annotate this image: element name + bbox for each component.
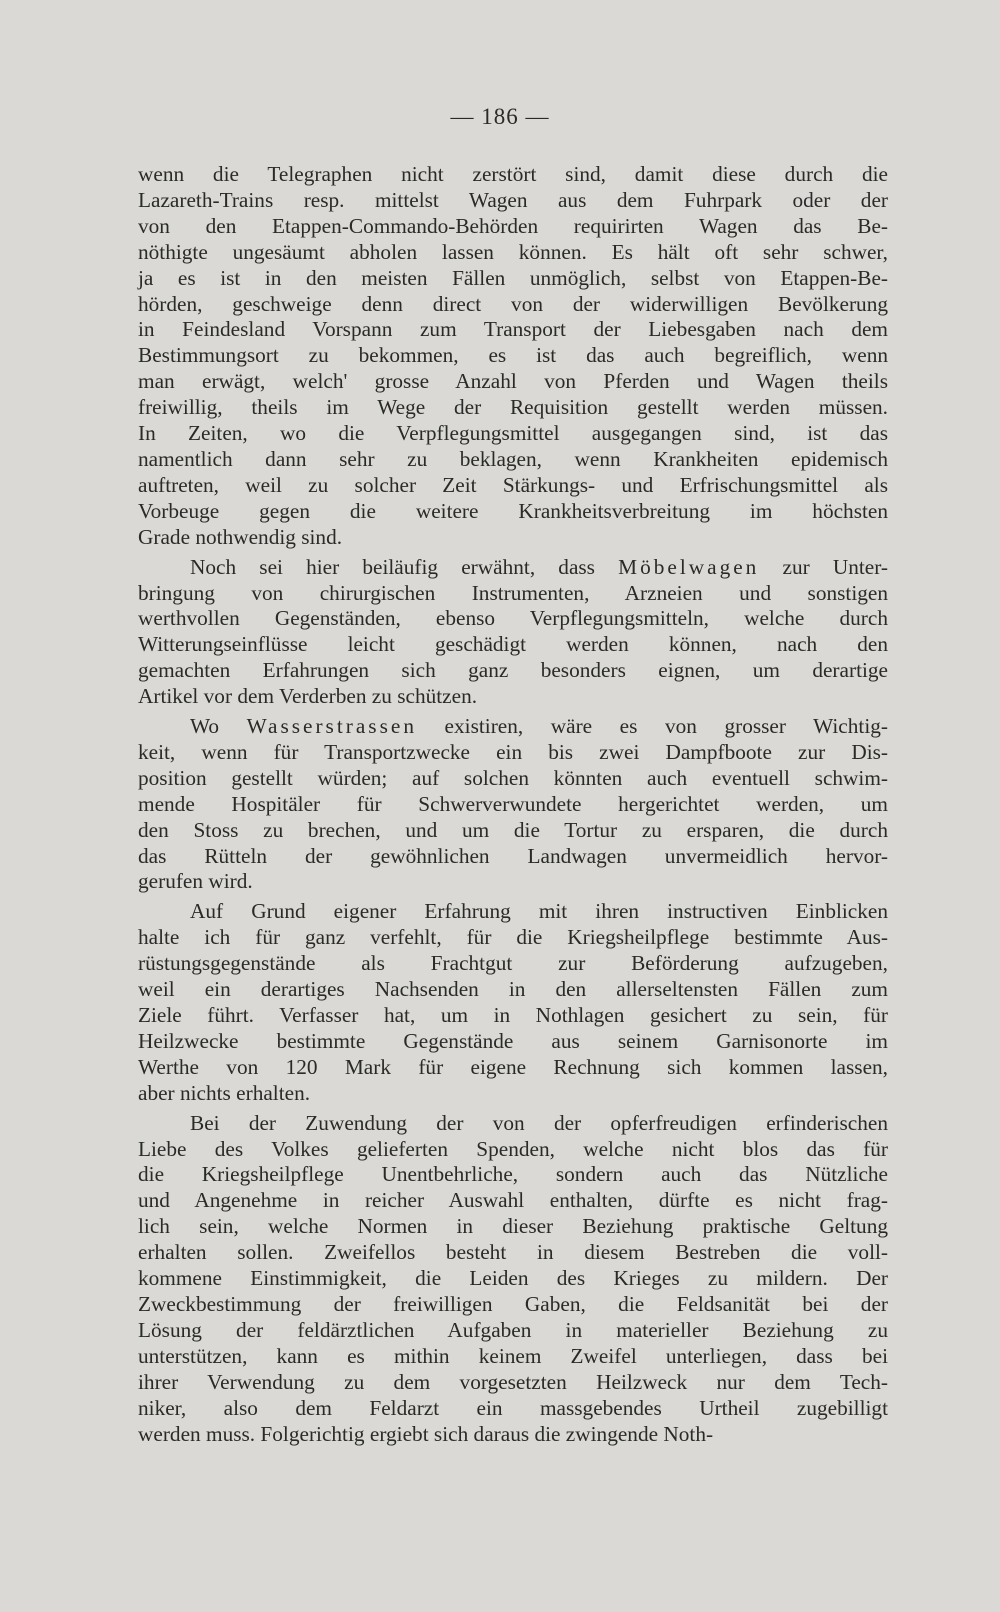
text-line: und Angenehme in reicher Auswahl enthalten, dürfte es nicht frag- — [138, 1188, 888, 1213]
text-line: namentlich dann sehr zu beklagen, wenn Krankheiten epidemisch — [138, 446, 888, 471]
text-line: position gestellt würden; auf solchen könnten auch eventuell schwim- — [138, 765, 888, 790]
text-line: Zweckbestimmung der freiwilligen Gaben, die Feldsanität bei der — [138, 1291, 888, 1316]
text-line: bringung von chirurgischen Instrumenten, Arzneien und sonstigen — [138, 580, 888, 605]
paragraph — [138, 1111, 888, 1448]
text-line: nöthigte ungesäumt abholen lassen können. Es hält oft sehr schwer, — [138, 239, 888, 264]
text-line: Werthe von 120 Mark für eigene Rechnung sich kommen lassen, — [138, 1054, 888, 1079]
text-line: Bei der Zuwendung der von der opferfreudigen erfinderischen — [190, 1110, 888, 1135]
text-line: erhalten sollen. Zweifellos besteht in diesem Bestreben die voll- — [138, 1240, 888, 1265]
page-number: — 186 — — [450, 104, 550, 129]
text-line: die Kriegsheilpflege Unentbehrliche, sondern auch das Nützliche — [138, 1162, 888, 1187]
text-line: hörden, geschweige denn direct von der widerwilligen Bevölkerung — [138, 291, 888, 316]
text-line: Noch sei hier beiläufig erwähnt, dass Möbelwagen zur Unter- — [190, 554, 888, 579]
text-line: auftreten, weil zu solcher Zeit Stärkungs- und Erfrischungsmittel als — [138, 472, 888, 497]
text-line: Vorbeuge gegen die weitere Krankheitsverbreitung im höchsten — [138, 498, 888, 523]
text-line: lich sein, welche Normen in dieser Beziehung praktische Geltung — [138, 1214, 888, 1239]
text-line: halte ich für ganz verfehlt, für die Kriegsheilpflege bestimmte Aus- — [138, 925, 888, 950]
text-line: das Rütteln der gewöhnlichen Landwagen unvermeidlich hervor- — [138, 843, 888, 868]
text-line: Ziele führt. Verfasser hat, um in Nothlagen gesichert zu sein, für — [138, 1003, 888, 1027]
text-line: Artikel vor dem Verderben zu schützen. — [138, 684, 478, 709]
text-line: werthvollen Gegenständen, ebenso Verpflegungsmitteln, welche durch — [138, 606, 888, 631]
text-line: Liebe des Volkes gelieferten Spenden, welche nicht blos das für — [138, 1136, 888, 1161]
text-line: mende Hospitäler für Schwerverwundete hergerichtet werden, um — [138, 791, 888, 816]
text-line: keit, wenn für Transportzwecke ein bis zwei Dampfboote zur Dis- — [138, 739, 888, 764]
paragraph — [138, 162, 888, 551]
text-line: Witterungseinflüsse leicht geschädigt werden können, nach den — [138, 632, 888, 657]
text-line: in Feindesland Vorspann zum Transport der Liebesgaben nach dem — [138, 317, 888, 342]
text-line: Bestimmungsort zu bekommen, es ist das auch begreiflich, wenn — [138, 343, 888, 368]
text-line: Heilzwecke bestimmte Gegenstände aus seinem Garnisonorte im — [138, 1028, 888, 1053]
text-line: Auf Grund eigener Erfahrung mit ihren instructiven Einblicken — [190, 899, 888, 924]
text-line: Lösung der feldärztlichen Aufgaben in materieller Beziehung zu — [138, 1317, 888, 1342]
paragraph — [138, 899, 888, 1106]
text-line: ja es ist in den meisten Fällen unmöglich, selbst von Etappen-Be- — [138, 265, 888, 290]
text-line: kommene Einstimmigkeit, die Leiden des Krieges zu mildern. Der — [138, 1266, 888, 1291]
text-line: rüstungsgegenstände als Frachtgut zur Beförderung aufzugeben, — [138, 951, 888, 976]
text-line: von den Etappen-Commando-Behörden requirirten Wagen das Be- — [138, 213, 888, 238]
paragraph — [138, 555, 888, 710]
text-line: den Stoss zu brechen, und um die Tortur zu ersparen, die durch — [138, 817, 888, 842]
body-text — [138, 162, 888, 1447]
text-line: gemachten Erfahrungen sich ganz besonders eignen, um derartige — [138, 658, 888, 683]
text-line: aber nichts erhalten. — [138, 1080, 311, 1105]
text-line: gerufen wird. — [138, 869, 253, 894]
text-line: Grade nothwendig sind. — [138, 524, 343, 549]
text-line: Lazareth-Trains resp. mittelst Wagen aus dem Fuhrpark oder der — [138, 187, 888, 212]
paragraph — [138, 714, 888, 895]
text-line: freiwillig, theils im Wege der Requisition gestellt werden müssen. — [138, 395, 888, 420]
text-line: In Zeiten, wo die Verpflegungsmittel ausgegangen sind, ist das — [138, 421, 888, 446]
text-line: man erwägt, welch' grosse Anzahl von Pferden und Wagen theils — [138, 369, 888, 394]
text-line: wenn die Telegraphen nicht zerstört sind, damit diese durch die — [138, 162, 888, 186]
text-line: Wo Wasserstrassen existiren, wäre es von grosser Wichtig- — [190, 714, 888, 739]
text-line: ihrer Verwendung zu dem vorgesetzten Heilzweck nur dem Tech- — [138, 1369, 888, 1394]
text-line: weil ein derartiges Nachsenden in den allerseltensten Fällen zum — [138, 977, 888, 1002]
text-line: niker, also dem Feldarzt ein massgebendes Urtheil zugebilligt — [138, 1395, 888, 1420]
text-line: unterstützen, kann es mithin keinem Zweifel unterliegen, dass bei — [138, 1343, 888, 1368]
text-line: werden muss. Folgerichtig ergiebt sich daraus die zwingende Noth- — [138, 1421, 714, 1446]
